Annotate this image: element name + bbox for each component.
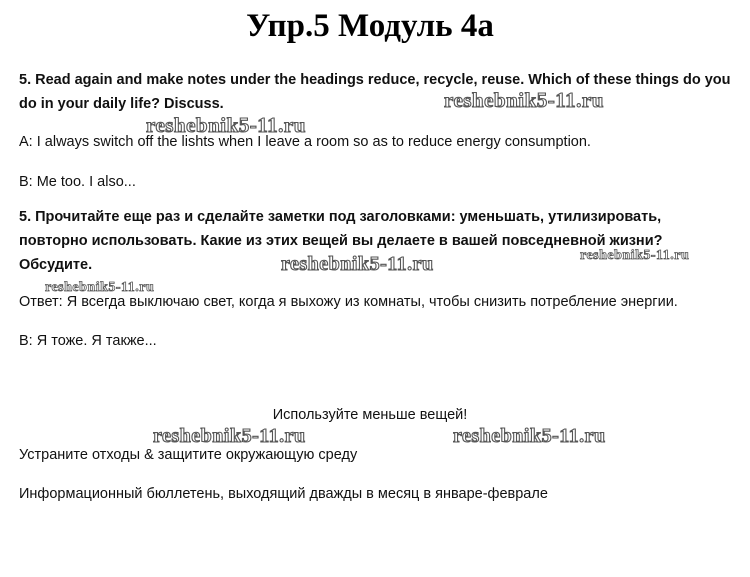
english-task-line-1: 5. Read again and make notes under the headings reduce, recycle, reuse. Which of these things do you (19, 72, 731, 88)
watermark: reshebnik5-11.ru (146, 113, 306, 137)
russian-task-line-3: Обсудите. (19, 257, 93, 273)
use-less-line: Используйте меньше вещей! (272, 407, 468, 423)
russian-task-line-2: повторно использовать. Какие из этих вещей вы делаете в вашей повседневной жизни? (19, 233, 663, 249)
english-answer-a: A: I always switch off the lishts when I leave a room so as to reduce energy consumption. (19, 134, 591, 150)
watermark: reshebnik5-11.ru (453, 425, 606, 447)
russian-answer-a: Ответ: Я всегда выключаю свет, когда я выхожу из комнаты, чтобы снизить потребление энергии. (19, 294, 678, 310)
watermark: reshebnik5-11.ru (580, 248, 690, 263)
watermark: reshebnik5-11.ru (281, 253, 434, 275)
russian-answer-b: В: Я тоже. Я также... (19, 333, 157, 349)
watermark: reshebnik5-11.ru (45, 280, 155, 295)
watermark: reshebnik5-11.ru (153, 425, 306, 447)
reduce-waste-line: Устраните отходы & защитите окружающую среду (19, 447, 358, 463)
page-title: Упр.5 Модуль 4а (246, 8, 494, 44)
watermark: reshebnik5-11.ru (444, 88, 604, 112)
newsletter-line: Информационный бюллетень, выходящий дважды в месяц в январе-феврале (19, 486, 548, 502)
english-task-line-2: do in your daily life? Discuss. (19, 96, 224, 112)
russian-task-line-1: 5. Прочитайте еще раз и сделайте заметки под заголовками: уменьшать, утилизировать, (19, 209, 662, 225)
english-answer-b: B: Me too. I also... (19, 174, 136, 190)
